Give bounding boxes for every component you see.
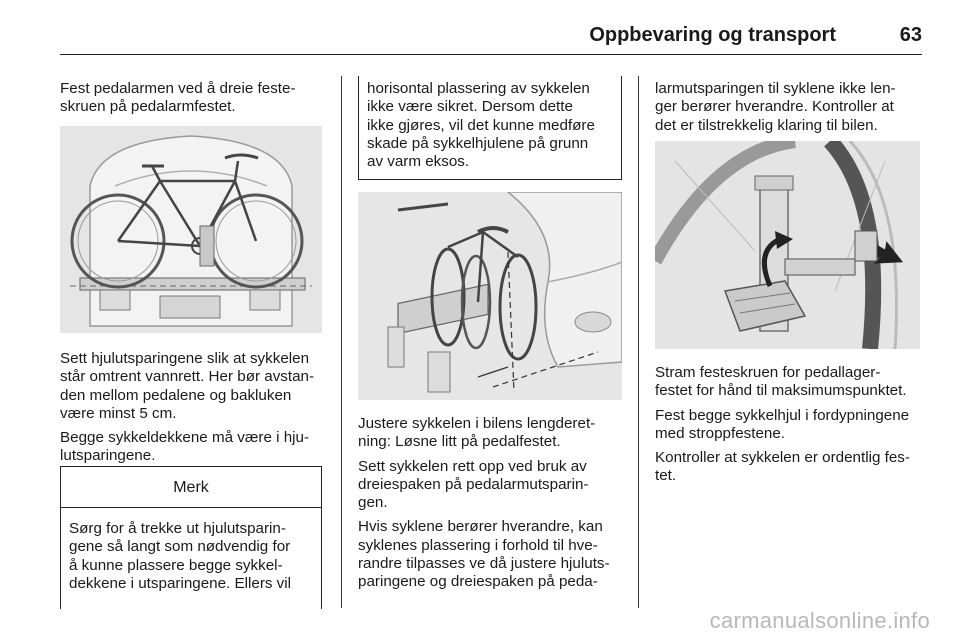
bike-side-illustration: [60, 126, 322, 333]
bike-carrier-rear-view-figure: [358, 192, 622, 400]
pedal-mount-closeup-figure: [655, 141, 920, 349]
col3-intro: larmutsparingen til syklene ikke len- ger berører hverandre. Kontroller at det er tilstrekkelig klaring til bilen.: [655, 80, 896, 134]
note-continued-body: horisontal plassering av sykkelen ikke være sikret. Dersom dette ikke gjøres, vil det kunne medføre skade på sykkelhjulene på grunn av varm eksos.: [367, 80, 595, 171]
page-title: Oppbevaring og transport: [589, 24, 836, 46]
note-box: [60, 466, 322, 609]
col1-intro: Fest pedalarmen ved å dreie feste- skruen på pedalarmfestet.: [60, 80, 296, 116]
page-number: 63: [899, 24, 922, 46]
bike-carrier-side-view-figure: [60, 126, 322, 333]
pedal-closeup-illustration: [655, 141, 920, 349]
col3-body: Stram festeskruen for pedallager- festet for hånd til maksimumspunktet. Fest begge sykkelhjul i fordypningene med stroppfestene. Kontroller at sykkelen er ordentlig fes- tet.: [655, 364, 910, 485]
col1-body: Sett hjulutsparingene slik at sykkelen står omtrent vannrett. Her bør avstan- den mellom pedalene og bakluken være minst 5 cm. Begge sykkeldekkene må være i hju- lutsparingene.: [60, 350, 315, 465]
column-divider-2: [638, 76, 639, 608]
watermark: carmanualsonline.info: [709, 608, 930, 633]
column-divider-1: [341, 76, 342, 608]
col2-body: Justere sykkelen i bilens lengderet- ning: Løsne litt på pedalfestet. Sett sykkelen rett opp ved bruk av dreiespaken på pedalarmutsparin- gen. Hvis syklene berører hverandre, kan syklenes plassering i forhold til hve- randre tilpasses ve då justere hjuluts- paringene og dreiespaken på peda-: [358, 415, 610, 591]
note-heading: Merk: [61, 467, 321, 508]
note-box-continued: [358, 76, 622, 180]
bike-rear-illustration: [358, 192, 622, 400]
page-header: [60, 14, 922, 55]
note-body: Sørg for å trekke ut hjulutsparin- gene så langt som nødvendig for å kunne plassere begge sykkel- dekkene i utsparingene. Ellers vil: [69, 520, 292, 592]
